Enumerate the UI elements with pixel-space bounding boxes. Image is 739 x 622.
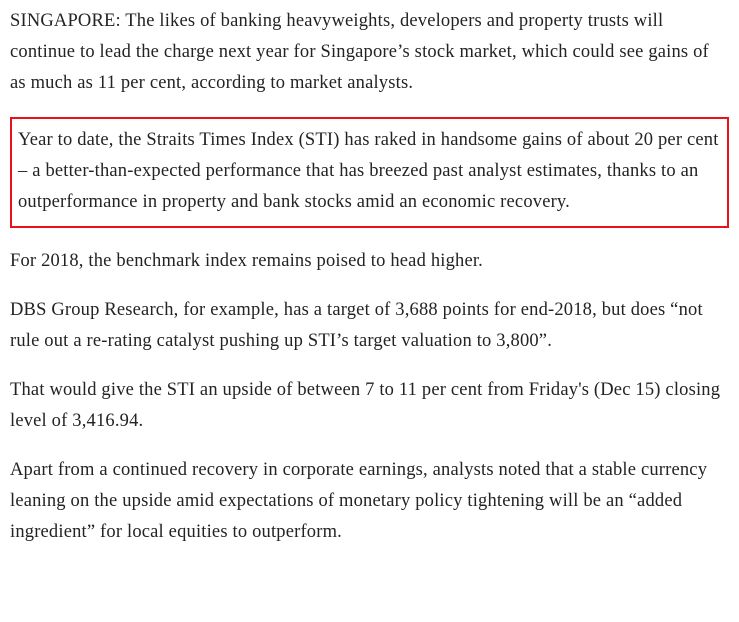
paragraph-sti-upside: That would give the STI an upside of between 7 to 11 per cent from Friday's (Dec 15) closing level of 3,416.94.	[10, 380, 721, 431]
paragraph-dbs-target: DBS Group Research, for example, has a target of 3,688 points for end-2018, but does “not rule out a re-rating catalyst pushing up STI’s target valuation to 3,800”.	[10, 300, 703, 351]
paragraph-highlighted: Year to date, the Straits Times Index (STI) has raked in handsome gains of about 20 per cent – a better-than-expected performance that has breezed past analyst estimates, thanks to an outperformance in property and bank stocks amid an economic recovery.	[18, 130, 719, 212]
highlighted-passage-box	[10, 117, 729, 228]
paragraph-currency-outlook: Apart from a continued recovery in corporate earnings, analysts noted that a stable currency leaning on the upside amid expectations of monetary policy tightening will be an “added ingredient” for local equities to outperform.	[10, 460, 708, 542]
paragraph-intro: SINGAPORE: The likes of banking heavyweights, developers and property trusts will continue to lead the charge next year for Singapore’s stock market, which could see gains of as much as 11 per cent, according to market analysts.	[10, 11, 709, 93]
paragraph-benchmark-index: For 2018, the benchmark index remains poised to head higher.	[10, 251, 483, 271]
